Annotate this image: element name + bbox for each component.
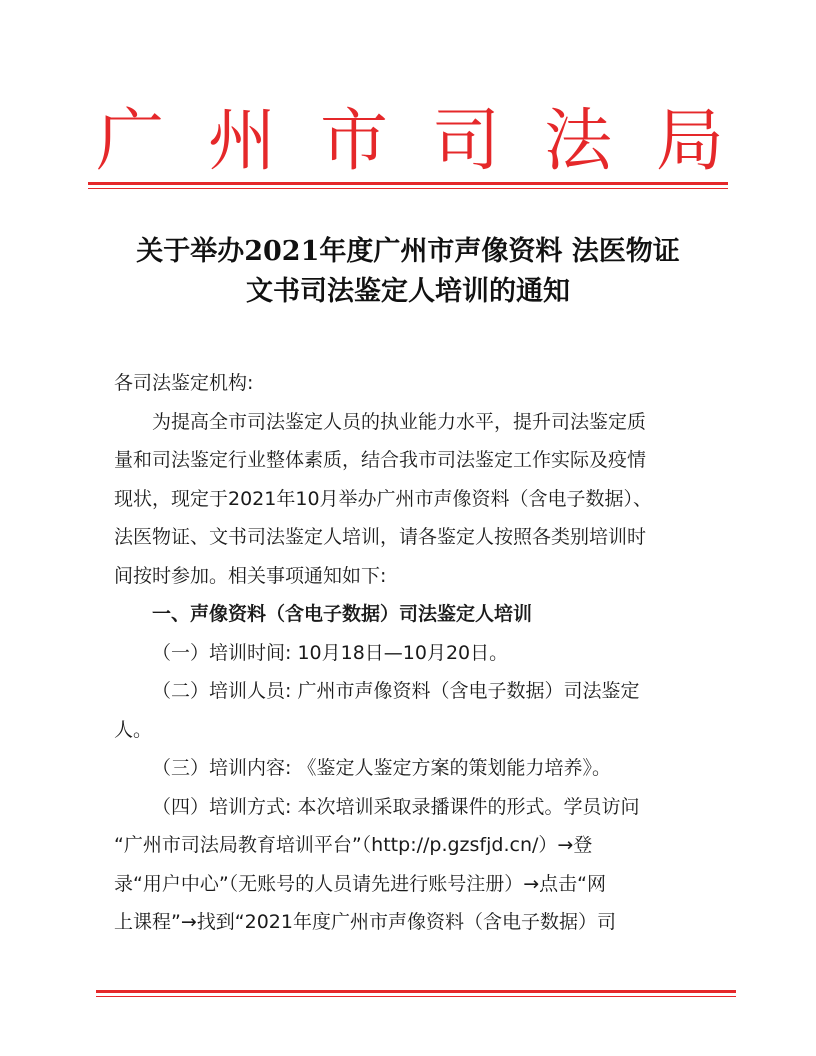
masthead-char: 法 [543,102,612,181]
list-item-continuation: 录“用户中心”（无账号的人员请先进行账号注册）→点击“网 [114,872,606,895]
agency-masthead [96,100,724,184]
title-line-2: 文书司法鉴定人培训的通知 [246,276,570,307]
list-item: （四）培训方式: 本次培训采取录播课件的形式。学员访问 [152,795,640,818]
masthead-char: 局 [655,102,724,181]
masthead-char: 州 [207,102,276,181]
footer-rule-thin [96,996,736,997]
intro-line: 为提高全市司法鉴定人员的执业能力水平，提升司法鉴定质 [152,410,647,433]
masthead-char: 司 [431,102,500,181]
section-heading: 一、声像资料（含电子数据）司法鉴定人培训 [152,603,533,625]
masthead-rule-thin [88,188,728,189]
masthead-char: 广 [96,102,165,181]
list-item-continuation: 上课程”→找到“2021年度广州市声像资料（含电子数据）司 [114,911,616,933]
footer-rule-thick [96,990,736,993]
intro-line: 量和司法鉴定行业整体素质，结合我市司法鉴定工作实际及疫情 [114,449,647,471]
title-line-1: 关于举办2021年度广州市声像资料 法医物证 [136,236,680,267]
intro-line: 现状，现定于2021年10月举办广州市声像资料（含电子数据）、 [114,487,653,510]
list-item-continuation: “广州市司法局教育培训平台”（http://p.gzsfjd.cn/）→登 [114,834,593,856]
intro-line: 间按时参加。相关事项通知如下: [114,564,387,587]
list-item: （二）培训人员: 广州市声像资料（含电子数据）司法鉴定 [152,680,640,702]
list-item: （三）培训内容: 《鉴定人鉴定方案的策划能力培养》。 [152,757,611,779]
document-title [96,232,720,312]
intro-line: 法医物证、文书司法鉴定人培训，请各鉴定人按照各类别培训时 [114,526,647,548]
list-item: （一）培训时间: 10月18日—10月20日。 [152,641,509,664]
masthead-rule-thick [88,182,728,185]
document-body [114,364,708,942]
list-item-continuation: 人。 [114,718,153,741]
salutation: 各司法鉴定机构: [114,372,254,394]
masthead-char: 市 [319,102,388,181]
